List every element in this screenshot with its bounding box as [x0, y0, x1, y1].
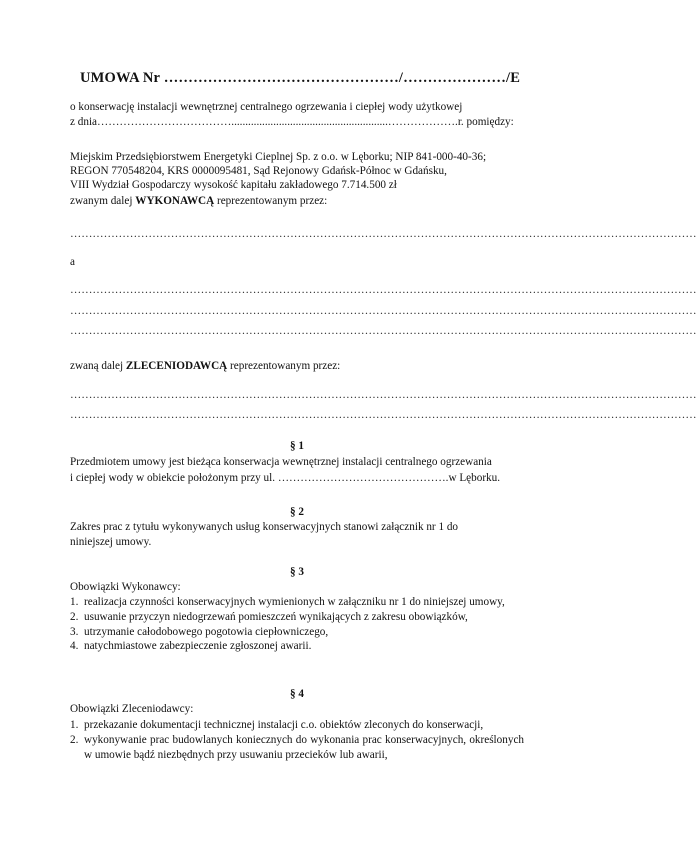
contractor-called-suffix: reprezentowanym przez:: [214, 195, 328, 207]
list-item-text: usuwanie przyczyn niedogrzewań pomieszczeń wynikających z zakresu obowiązków,: [84, 610, 468, 623]
contractor-called-prefix: zwanym dalej: [70, 195, 136, 207]
list-item: [70, 625, 524, 640]
section-3-heading: § 3: [290, 566, 304, 578]
section-3-list: [70, 595, 524, 654]
section-4-list: [70, 718, 524, 762]
contractor-role: WYKONAWCĄ: [135, 195, 215, 207]
client-blank-line-3: ……………………………………………………………………………………………………………………………………………………: [70, 325, 697, 337]
list-item-number: 1.: [70, 719, 79, 731]
list-item-text: natychmiastowe zabezpieczenie zgłoszonej awarii.: [84, 640, 312, 653]
list-item-number: 3.: [70, 625, 79, 638]
list-item: [70, 718, 524, 733]
list-item-number: 2.: [70, 610, 79, 623]
section-2-line-1: Zakres prac z tytułu wykonywanych usług konserwacyjnych stanowi załącznik nr 1 do: [70, 521, 459, 533]
client-representative-blank-2: ……………………………………………………………………………………………………………………………………………………: [70, 409, 697, 421]
intro-line-2: z dnia………………………………........................................................……………….r. pomiędzy:: [70, 116, 514, 128]
client-role: ZLECENIODAWCĄ: [125, 360, 228, 372]
list-item-text: realizacja czynności konserwacyjnych wymienionych w załączniku nr 1 do niniejszej umowy,: [84, 596, 505, 608]
client-representative-blank-1: ……………………………………………………………………………………………………………………………………………………: [70, 389, 697, 401]
section-1-line-1: Przedmiotem umowy jest bieżąca konserwacja wewnętrznej instalacji centralnego ogrzewania: [70, 456, 492, 468]
contractor-called: [70, 195, 524, 209]
section-3-intro: Obowiązki Wykonawcy:: [70, 581, 181, 593]
list-item-number: 2.: [70, 733, 79, 746]
intro-line-1: o konserwację instalacji wewnętrznej centralnego ogrzewania i ciepłej wody użytkowej: [70, 101, 463, 113]
section-1-line-2: i ciepłej wody w obiekcie położonym przy ul. ……………………………………….w Lęborku.: [70, 472, 501, 484]
and-word: a: [70, 256, 75, 268]
contractor-line-3: VIII Wydział Gospodarczy wysokość kapitału zakładowego 7.714.500 zł: [70, 179, 397, 191]
client-blank-line-1: ……………………………………………………………………………………………………………………………………………………: [70, 284, 697, 296]
list-item-text: wykonywanie prac budowlanych koniecznych do wykonania prac konserwacyjnych, określonych w umowie bądź niezbędnych przy usuwaniu przecieków lub awarii,: [84, 733, 524, 761]
list-item-number: 1.: [70, 596, 79, 608]
client-called-prefix: zwaną dalej: [70, 360, 126, 372]
list-item: [70, 639, 524, 654]
section-4-intro: Obowiązki Zleceniodawcy:: [70, 703, 194, 715]
list-item: [70, 733, 524, 763]
client-blank-line-2: ……………………………………………………………………………………………………………………………………………………: [70, 305, 697, 317]
list-item-text: przekazanie dokumentacji technicznej instalacji c.o. obiektów zleconych do konserwacji,: [84, 719, 484, 731]
contractor-representative-blank: ……………………………………………………………………………………………………………………………………………………: [70, 228, 697, 240]
section-1-heading: § 1: [290, 440, 304, 452]
client-called: [70, 360, 524, 374]
contractor-line-1: Miejskim Przedsiębiorstwem Energetyki Cieplnej Sp. z o.o. w Lęborku; NIP 841-000-40-36;: [70, 151, 487, 163]
contractor-line-2: REGON 770548204, KRS 0000095481, Sąd Rejonowy Gdańsk-Północ w Gdańsku,: [70, 165, 447, 177]
list-item-number: 4.: [70, 640, 79, 653]
section-4-heading: § 4: [290, 688, 304, 700]
client-called-suffix: reprezentowanym przez:: [227, 360, 341, 372]
contract-title: UMOWA Nr …………………………………………/…………………/E: [80, 70, 521, 86]
list-item: [70, 595, 524, 610]
section-2-line-2: niniejszej umowy.: [70, 536, 152, 548]
list-item-text: utrzymanie całodobowego pogotowia ciepłowniczego,: [84, 625, 329, 638]
section-2-heading: § 2: [290, 506, 304, 518]
list-item: [70, 610, 524, 625]
